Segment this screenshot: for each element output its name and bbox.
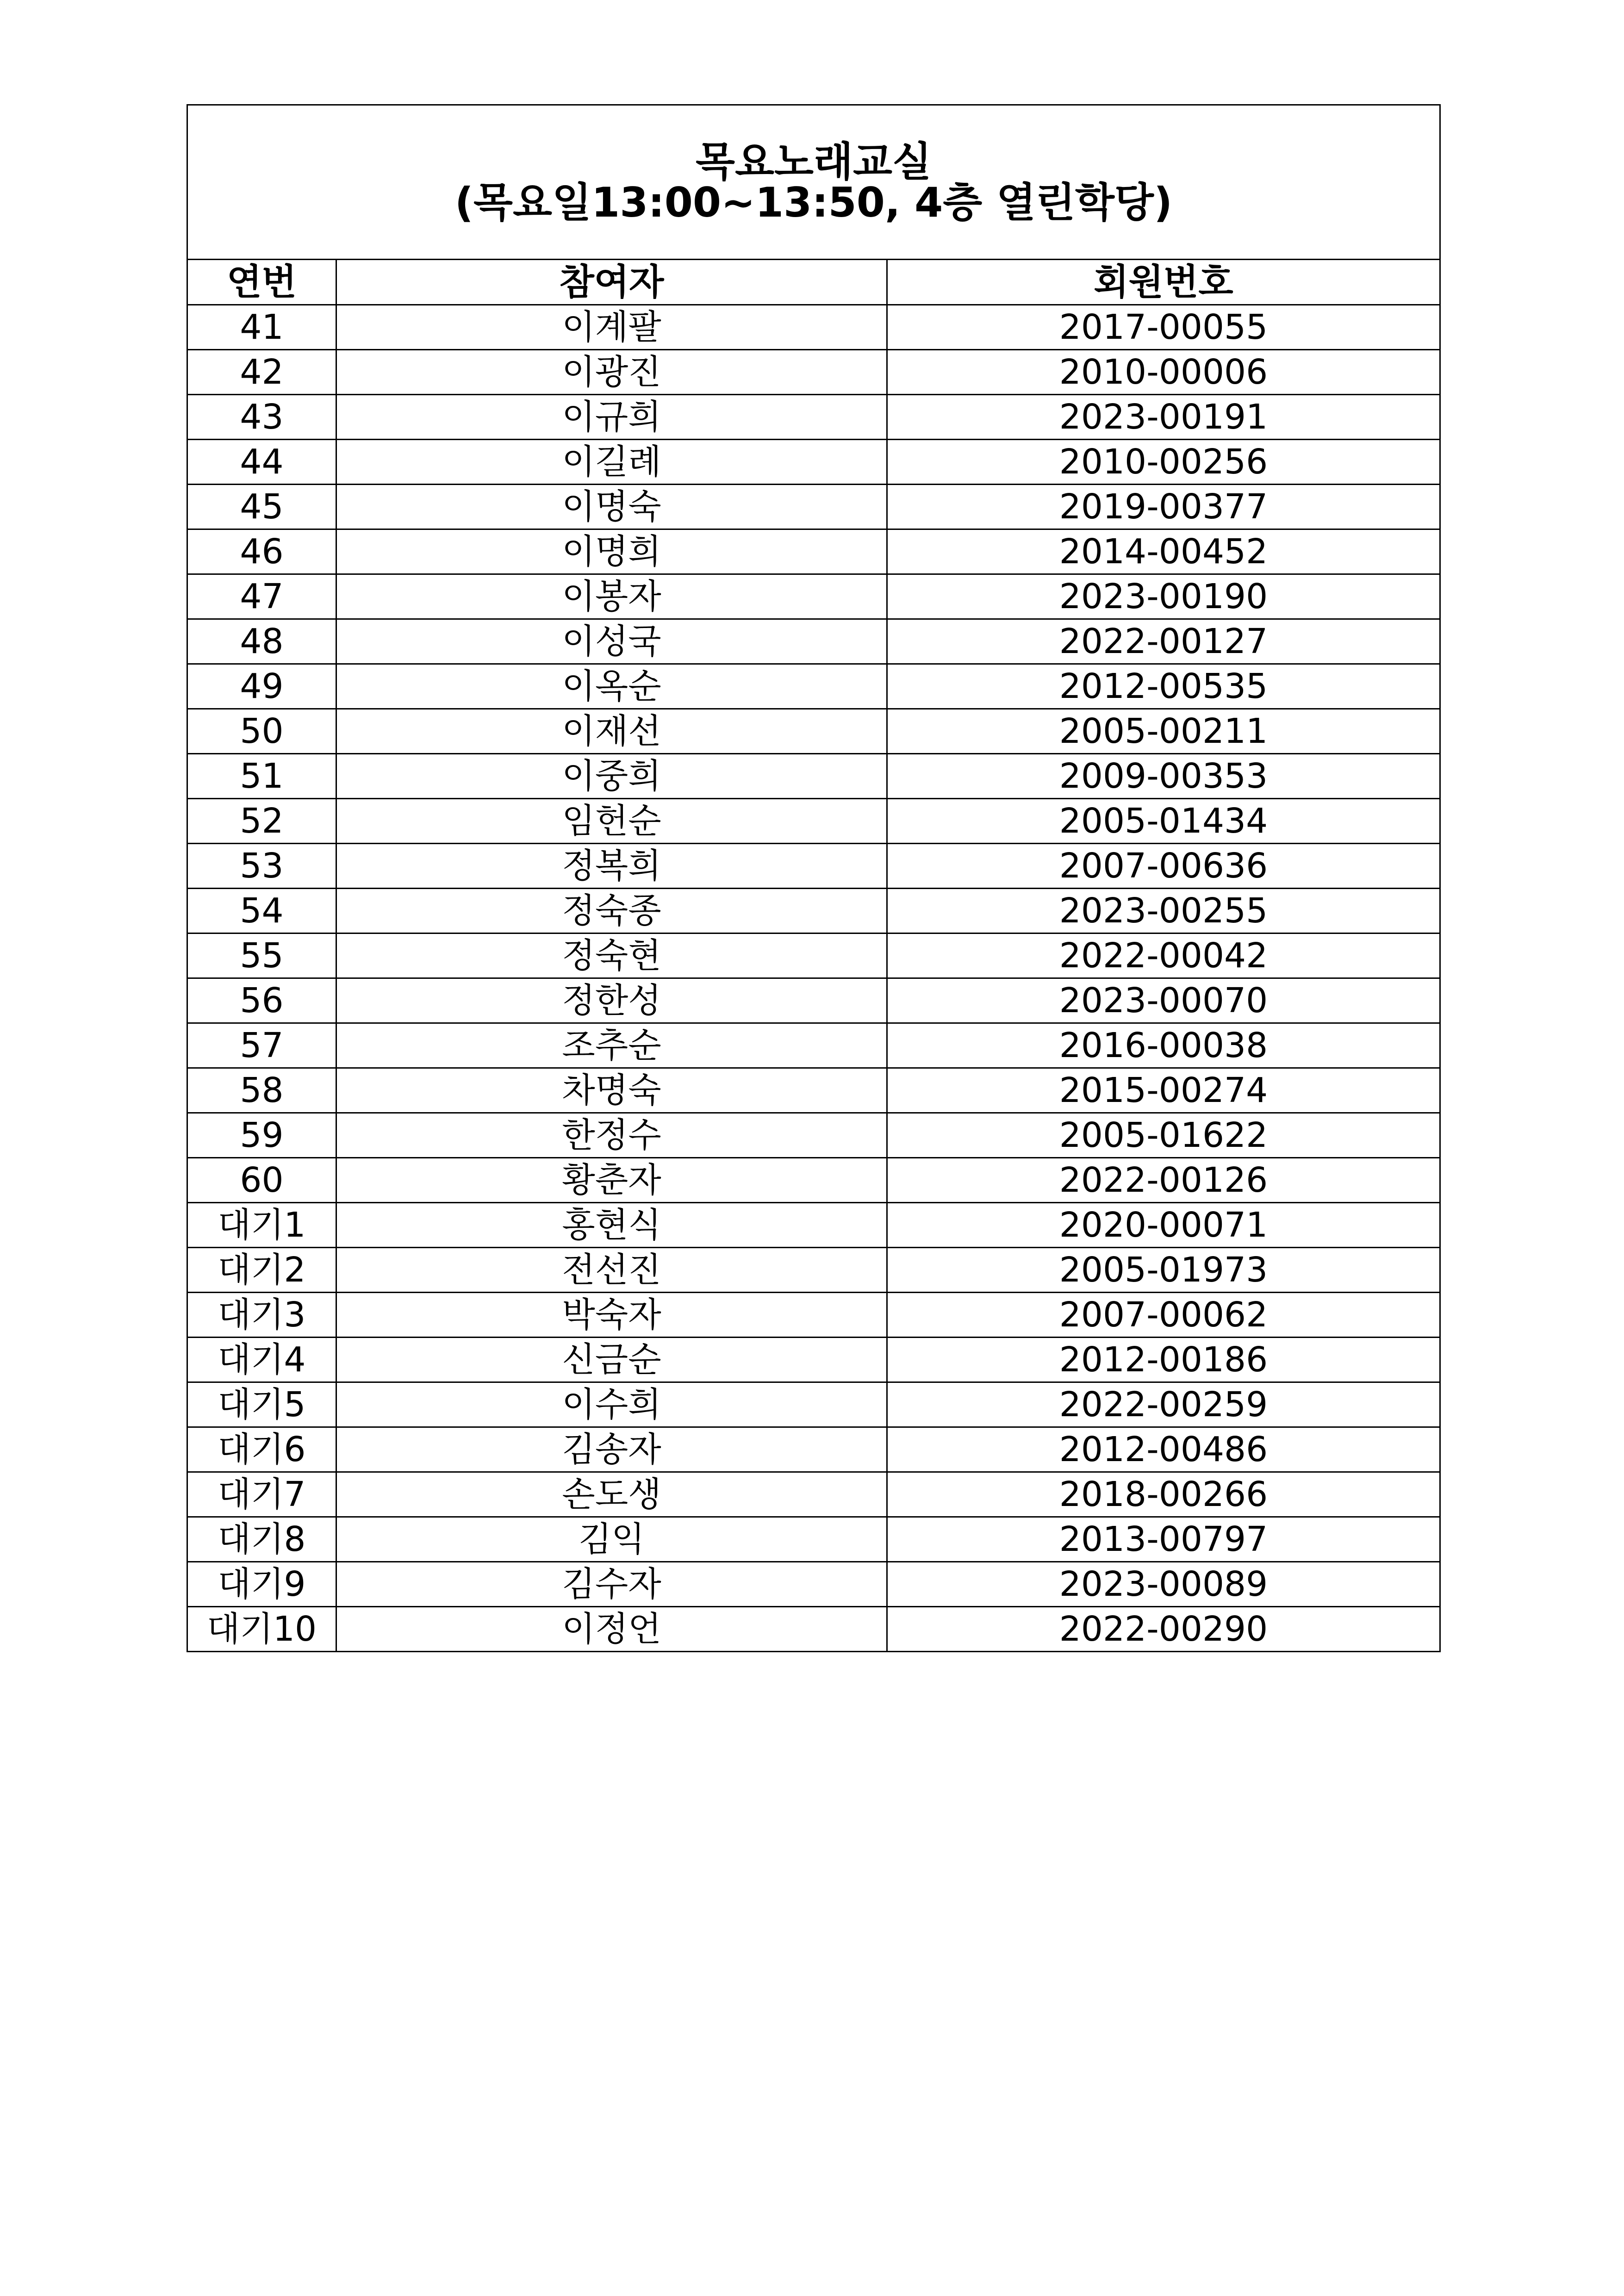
cell-member-id: 2020-00071 [887, 1203, 1440, 1248]
cell-no: 45 [187, 485, 336, 529]
cell-member-id: 2022-00290 [887, 1607, 1440, 1652]
cell-no: 대기3 [187, 1293, 336, 1338]
cell-no: 58 [187, 1068, 336, 1113]
cell-member-id: 2010-00006 [887, 350, 1440, 395]
table-row [187, 619, 1440, 664]
cell-name: 신금순 [336, 1338, 887, 1382]
cell-member-id: 2012-00535 [887, 664, 1440, 709]
cell-name: 전선진 [336, 1248, 887, 1293]
cell-no: 51 [187, 754, 336, 799]
cell-no: 대기9 [187, 1562, 336, 1607]
cell-no: 46 [187, 529, 336, 574]
cell-no: 50 [187, 709, 336, 754]
cell-no: 53 [187, 844, 336, 889]
cell-no: 43 [187, 395, 336, 440]
cell-name: 김익 [336, 1517, 887, 1562]
table-row [187, 709, 1440, 754]
cell-name: 이명숙 [336, 485, 887, 529]
cell-member-id: 2015-00274 [887, 1068, 1440, 1113]
cell-name: 박숙자 [336, 1293, 887, 1338]
cell-name: 이봉자 [336, 574, 887, 619]
table-row [187, 1382, 1440, 1427]
cell-no: 56 [187, 978, 336, 1023]
table-row [187, 1113, 1440, 1158]
cell-member-id: 2007-00062 [887, 1293, 1440, 1338]
table-row [187, 485, 1440, 529]
cell-no: 대기4 [187, 1338, 336, 1382]
cell-no: 48 [187, 619, 336, 664]
cell-no: 60 [187, 1158, 336, 1203]
cell-name: 한정수 [336, 1113, 887, 1158]
cell-member-id: 2023-00070 [887, 978, 1440, 1023]
title-row [187, 105, 1440, 260]
cell-member-id: 2022-00042 [887, 933, 1440, 978]
cell-name: 손도생 [336, 1472, 887, 1517]
cell-no: 대기10 [187, 1607, 336, 1652]
cell-name: 이수희 [336, 1382, 887, 1427]
cell-member-id: 2016-00038 [887, 1023, 1440, 1068]
cell-name: 이명희 [336, 529, 887, 574]
cell-no: 대기7 [187, 1472, 336, 1517]
cell-member-id: 2005-01622 [887, 1113, 1440, 1158]
cell-name: 조추순 [336, 1023, 887, 1068]
cell-member-id: 2023-00191 [887, 395, 1440, 440]
cell-member-id: 2013-00797 [887, 1517, 1440, 1562]
table-row [187, 889, 1440, 933]
cell-no: 대기2 [187, 1248, 336, 1293]
cell-member-id: 2023-00255 [887, 889, 1440, 933]
cell-name: 이규희 [336, 395, 887, 440]
cell-name: 이재선 [336, 709, 887, 754]
cell-member-id: 2022-00126 [887, 1158, 1440, 1203]
cell-no: 49 [187, 664, 336, 709]
cell-member-id: 2012-00186 [887, 1338, 1440, 1382]
cell-name: 이광진 [336, 350, 887, 395]
cell-no: 대기1 [187, 1203, 336, 1248]
document-title [187, 105, 1440, 260]
header-no: 연번 [187, 260, 336, 305]
cell-member-id: 2018-00266 [887, 1472, 1440, 1517]
table-row [187, 664, 1440, 709]
cell-name: 김송자 [336, 1427, 887, 1472]
cell-member-id: 2012-00486 [887, 1427, 1440, 1472]
header-row [187, 260, 1440, 305]
table-row [187, 1293, 1440, 1338]
cell-member-id: 2014-00452 [887, 529, 1440, 574]
cell-name: 정한성 [336, 978, 887, 1023]
cell-no: 대기6 [187, 1427, 336, 1472]
cell-name: 정숙현 [336, 933, 887, 978]
table-row [187, 1248, 1440, 1293]
cell-member-id: 2005-01434 [887, 799, 1440, 844]
header-name: 참여자 [336, 260, 887, 305]
table-row [187, 1203, 1440, 1248]
cell-member-id: 2022-00127 [887, 619, 1440, 664]
cell-member-id: 2022-00259 [887, 1382, 1440, 1427]
cell-member-id: 2009-00353 [887, 754, 1440, 799]
cell-no: 55 [187, 933, 336, 978]
table-row [187, 1158, 1440, 1203]
cell-no: 59 [187, 1113, 336, 1158]
table-row [187, 1023, 1440, 1068]
cell-no: 47 [187, 574, 336, 619]
table-row [187, 1472, 1440, 1517]
table-row [187, 978, 1440, 1023]
table-row [187, 754, 1440, 799]
roster-body [187, 105, 1440, 1652]
cell-name: 정복희 [336, 844, 887, 889]
cell-name: 황춘자 [336, 1158, 887, 1203]
cell-no: 대기8 [187, 1517, 336, 1562]
header-member-id: 회원번호 [887, 260, 1440, 305]
cell-no: 44 [187, 440, 336, 485]
table-row [187, 1607, 1440, 1652]
table-row [187, 933, 1440, 978]
table-row [187, 1562, 1440, 1607]
cell-member-id: 2017-00055 [887, 305, 1440, 350]
table-row [187, 440, 1440, 485]
table-row [187, 305, 1440, 350]
table-row [187, 799, 1440, 844]
table-row [187, 1427, 1440, 1472]
cell-name: 이정언 [336, 1607, 887, 1652]
cell-name: 차명숙 [336, 1068, 887, 1113]
cell-no: 대기5 [187, 1382, 336, 1427]
cell-name: 이길례 [336, 440, 887, 485]
table-row [187, 350, 1440, 395]
cell-member-id: 2005-01973 [887, 1248, 1440, 1293]
roster-table [187, 104, 1441, 1652]
cell-name: 김수자 [336, 1562, 887, 1607]
cell-member-id: 2005-00211 [887, 709, 1440, 754]
cell-member-id: 2023-00190 [887, 574, 1440, 619]
cell-name: 이중희 [336, 754, 887, 799]
cell-member-id: 2023-00089 [887, 1562, 1440, 1607]
cell-member-id: 2019-00377 [887, 485, 1440, 529]
cell-no: 52 [187, 799, 336, 844]
table-row [187, 844, 1440, 889]
title-line-1: 목요노래교실 [695, 137, 932, 186]
table-row [187, 1338, 1440, 1382]
cell-member-id: 2010-00256 [887, 440, 1440, 485]
cell-member-id: 2007-00636 [887, 844, 1440, 889]
cell-name: 이계팔 [336, 305, 887, 350]
table-row [187, 1517, 1440, 1562]
cell-no: 54 [187, 889, 336, 933]
cell-no: 42 [187, 350, 336, 395]
cell-name: 임헌순 [336, 799, 887, 844]
table-row [187, 1068, 1440, 1113]
cell-name: 이성국 [336, 619, 887, 664]
title-line-2: (목요일13:00~13:50, 4층 열린학당) [454, 178, 1173, 226]
cell-name: 정숙종 [336, 889, 887, 933]
table-row [187, 529, 1440, 574]
table-row [187, 395, 1440, 440]
cell-name: 이옥순 [336, 664, 887, 709]
cell-no: 57 [187, 1023, 336, 1068]
cell-no: 41 [187, 305, 336, 350]
table-row [187, 574, 1440, 619]
cell-name: 홍현식 [336, 1203, 887, 1248]
